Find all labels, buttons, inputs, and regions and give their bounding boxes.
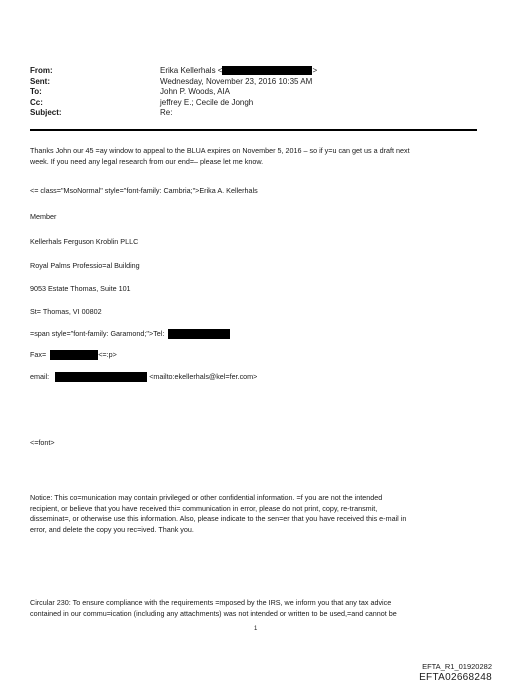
signature-title: Member <box>30 212 57 221</box>
notice-line-1: Notice: This co=munication may contain privileged or other confidential information. =f you are not the intended <box>30 493 383 502</box>
email-header <box>30 66 317 119</box>
bates-number-secondary: EFTA02668248 <box>419 672 492 683</box>
sent-value: Wednesday, November 23, 2016 10:35 AM <box>160 76 313 86</box>
redaction-box <box>168 329 230 339</box>
cc-value: jeffrey E.; Cecile de Jongh <box>160 97 254 107</box>
page-number: 1 <box>254 626 258 632</box>
from-value: Erika Kellerhals < > <box>160 66 318 75</box>
intro-paragraph <box>30 146 480 167</box>
from-row <box>30 66 317 77</box>
signature-firm: Kellerhals Ferguson Kroblin PLLC <box>30 237 139 246</box>
subject-row <box>30 108 317 119</box>
intro-line-2: week. If you need any legal research from our end=– please let me know. <box>30 156 264 166</box>
signature-city: St= Thomas, VI 00802 <box>30 307 102 316</box>
tel-line: =span style="font-family: Garamond;">Tel: <box>30 329 230 339</box>
fax-line: Fax= <=:p> <box>30 350 117 359</box>
subject-value: Re: <box>160 108 173 118</box>
notice-line-4: error, and delete the copy you rec=ived. Thank you. <box>30 524 194 534</box>
bates-number-primary: EFTA_R1_01920282 <box>422 662 492 671</box>
subject-label: Subject: <box>30 108 62 118</box>
intro-line-1: Thanks John our 45 =ay window to appeal to the BLUA expires on November 5, 2016 – so if y=u can get us a draft next <box>30 146 410 155</box>
circular-line-2: contained in our commu=ication (including any attachments) was not intended or written to be used,=and cannot be <box>30 608 397 618</box>
notice-line-3: disseminat=, or otherwise use this information. Also, please indicate to the sen=er that you have received this e-mail in <box>30 514 407 524</box>
redaction-box <box>55 372 147 382</box>
signature-street: 9053 Estate Thomas, Suite 101 <box>30 284 131 293</box>
to-label: To: <box>30 87 42 97</box>
from-label: From: <box>30 66 53 75</box>
signature-name: <= class="MsoNormal" style="font-family: Cambria;">Erika A. Kellerhals <box>30 186 258 195</box>
circular-line-1: Circular 230: To ensure compliance with the requirements =mposed by the IRS, we inform you that any tax advice <box>30 598 392 607</box>
to-value: John P. Woods, AIA <box>160 87 230 97</box>
sent-row <box>30 77 317 88</box>
circular-paragraph <box>30 598 480 619</box>
redaction-box <box>50 350 98 360</box>
notice-paragraph <box>30 493 480 535</box>
signature-building: Royal Palms Professio=al Building <box>30 261 140 270</box>
redaction-box <box>222 66 312 75</box>
font-close-tag: <=font> <box>30 438 55 447</box>
notice-line-2: recipient, or believe that you have received thi= communication in error, please do not print, copy, re-transmit, <box>30 503 378 513</box>
to-row <box>30 87 317 98</box>
cc-label: Cc: <box>30 97 43 107</box>
header-divider <box>30 129 477 131</box>
cc-row <box>30 98 317 109</box>
email-line: email: <mailto:ekellerhals@kel=fer.com> <box>30 372 258 381</box>
sent-label: Sent: <box>30 76 50 86</box>
